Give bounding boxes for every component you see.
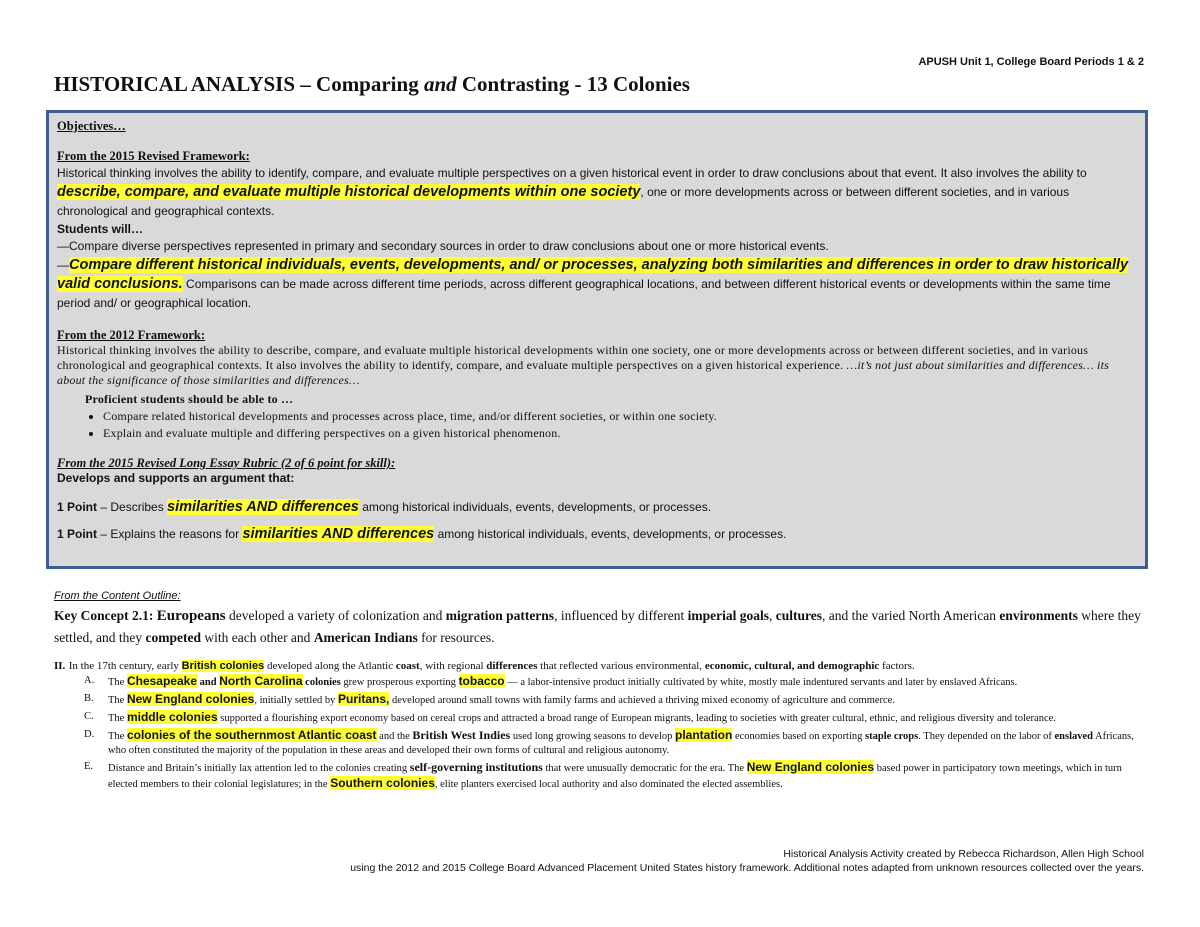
list-item: A. The Chesapeake and North Carolina colonies grew prosperous exporting tobacco — a labor-intensive product initially cultivated by white, mostly male indentured servants and later by enslaved Africans. [84, 674, 1018, 688]
list-item: D. The colonies of the southernmost Atlantic coast and the British West Indies used long growing seasons to develop plantation economies based on exporting staple crops. They depended on the labor of enslaved Africans, who often constituted the majority of the population in these areas and developed their own forms of cultural and religious autonomy. [84, 728, 1134, 756]
rubric-point-1: 1 Point – Describes similarities AND differences among historical individuals, events, developments, or processes. [57, 499, 712, 515]
highlight-describe-compare: describe, compare, and evaluate multiple historical developments within one society [57, 184, 641, 200]
list-item: B. The New England colonies, initially settled by Puritans, developed around small towns with family farms and achieved a thriving mixed economy of agriculture and commerce. [84, 692, 895, 706]
proficient-heading: Proficient students should be able to … [85, 392, 294, 406]
outline-label: From the Content Outline: [54, 590, 181, 602]
framework-2012-text: Historical thinking involves the ability to describe, compare, and evaluate multiple historical developments within one society, one or more developments across or between different societies, and in various chronological and geographical contexts. It also involves the ability to identify, compare, and evaluate multiple perspectives on a given historical experience. …it’s not just about similarities and differences… its about the significance of those similarities and differences… Proficient students should be able to … • Compare related historical developments and processes across place, time, and/or different societies, or within one society. • Explain and evaluate multiple and differing perspectives on a given historical phenomenon. [57, 343, 1137, 441]
credit-line-2: using the 2012 and 2015 College Board Advanced Placement United States history framework. Additional notes adapted from unknown resources collected over the years. [350, 862, 1144, 874]
students-bullet-2: —Compare different historical individuals, events, developments, and/ or processes, analyzing both similarities and differences in order to draw historically valid conclusions. Comparisons can be made across different time periods, across different geographical locations, and between different historical events or developments within the same time period and/ or geographical location. [57, 257, 1129, 310]
list-item: • Explain and evaluate multiple and differing perspectives on a given historical phenomenon. [103, 426, 1137, 441]
content-outline [54, 590, 1148, 794]
objectives-box [46, 110, 1148, 569]
proficient-list [57, 409, 1137, 441]
course-label: APUSH Unit 1, College Board Periods 1 & 2 [918, 56, 1144, 68]
rubric-heading: From the 2015 Revised Long Essay Rubric (2 of 6 point for skill): [57, 456, 396, 470]
credit-footer [350, 847, 1144, 875]
rubric-point-2: 1 Point – Explains the reasons for similarities AND differences among historical individuals, events, developments, or processes. [57, 526, 787, 542]
list-item: • Compare related historical developments and processes across place, time, and/or different societies, or within one society. [103, 409, 1137, 424]
outline-subitems [54, 674, 1148, 792]
students-will: Students will… [57, 222, 144, 236]
page-title: HISTORICAL ANALYSIS – Comparing and Contrasting - 13 Colonies [54, 72, 690, 96]
credit-line-1: Historical Analysis Activity created by Rebecca Richardson, Allen High School [783, 848, 1144, 860]
list-item: C. The middle colonies supported a flourishing export economy based on cereal crops and attracted a broad range of European migrants, leading to societies with greater cultural, ethnic, and religious diversity and tolerance. [84, 710, 1056, 724]
objectives-heading: Objectives… [57, 119, 126, 133]
framework-2012-heading: From the 2012 Framework: [57, 328, 205, 342]
students-bullet-1: —Compare diverse perspectives represented in primary and secondary sources in order to draw conclusions about one or more historical events. [57, 239, 829, 253]
key-concept: Key Concept 2.1: Europeans developed a variety of colonization and migration patterns, influenced by different imperial goals, cultures, and the varied North American environments where they settled, and they competed with each other and American Indians for resources. [54, 608, 1141, 645]
framework-2015-heading: From the 2015 Revised Framework: [57, 149, 250, 163]
list-item: E. Distance and Britain’s initially lax attention led to the colonies creating self-governing institutions that were unusually democratic for the era. The New England colonies based power in participatory town meetings, which in turn elected members to their colonial legislatures; in the Southern colonies, elite planters exercised local authority and also dominated the elected assemblies. [84, 760, 1122, 790]
rubric-subheading: Develops and supports an argument that: [57, 471, 295, 485]
outline-item-ii: II. In the 17th century, early British colonies developed along the Atlantic coast, with regional differences that reflected various environmental, economic, cultural, and demographic factors. [54, 660, 915, 672]
framework-2015-text: Historical thinking involves the ability to identify, compare, and evaluate multiple perspectives on a given historical event in order to draw conclusions about that event. It also involves the ability to describe, compare, and evaluate multiple historical developments within one society, one or more developments across or between different societies, and in various chronological and geographical contexts. [57, 166, 1087, 218]
